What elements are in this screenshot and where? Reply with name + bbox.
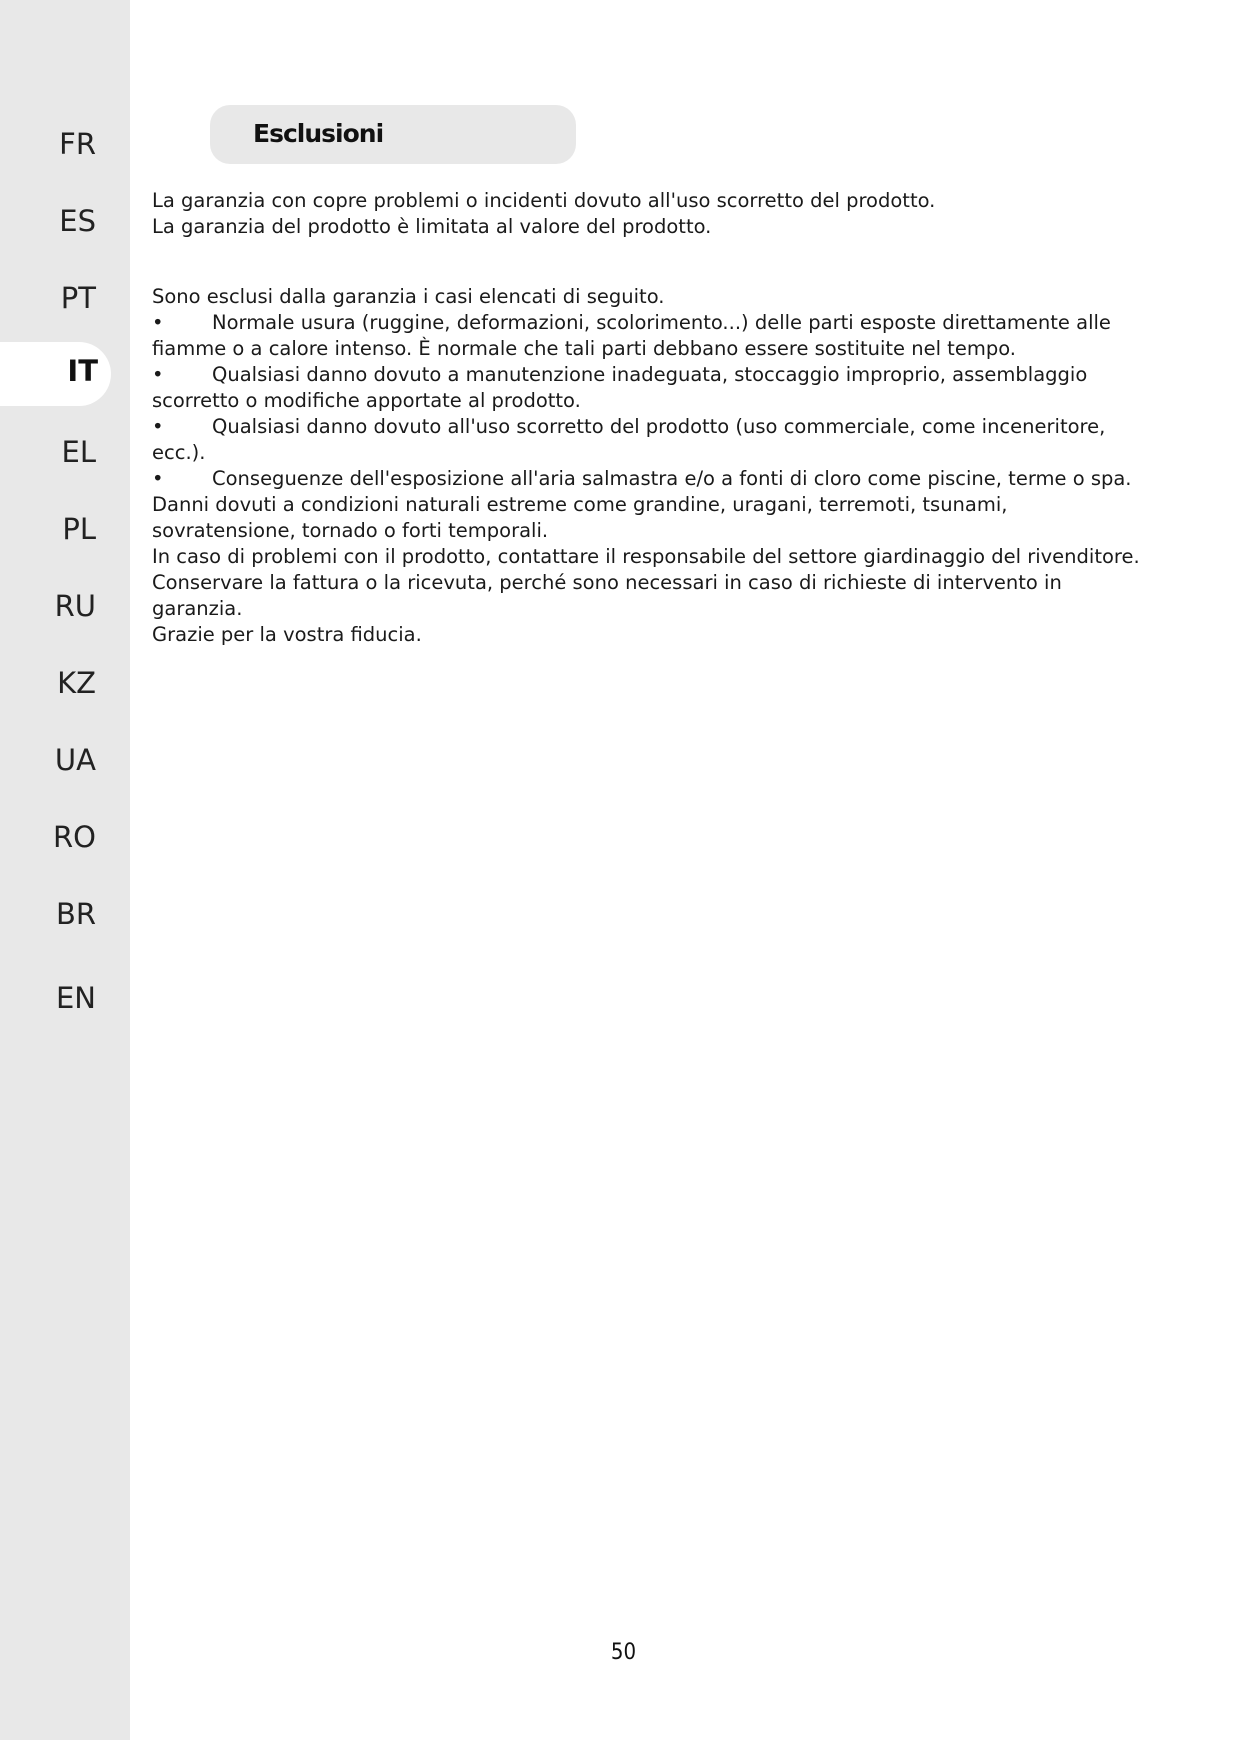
- lang-tab-el[interactable]: EL: [61, 435, 96, 469]
- contact-text: In caso di problemi con il prodotto, contattare il responsabile del settore giardinaggio del rivenditore.: [152, 545, 1140, 568]
- section-title: Esclusioni: [253, 119, 384, 148]
- lang-tab-br[interactable]: BR: [55, 897, 96, 931]
- lang-tab-fr[interactable]: FR: [59, 127, 96, 161]
- lang-tab-pt[interactable]: PT: [60, 281, 96, 315]
- exclusion-text-1: Normale usura (ruggine, deformazioni, scolorimento...) delle parti esposte direttamente alle fiamme o a calore intenso. È normale che tali parti debbano essere sostituite nel tempo.: [152, 311, 1111, 360]
- paragraph-gap: [152, 240, 1142, 284]
- language-sidebar: [0, 0, 130, 1740]
- lang-tab-pl[interactable]: PL: [62, 512, 96, 546]
- lang-tab-it-label: IT: [67, 354, 98, 388]
- exclusion-item-4: [152, 466, 1142, 492]
- exclusion-text-3: Qualsiasi danno dovuto all'uso scorretto del prodotto (uso commerciale, come inceneritore, ecc.).: [152, 415, 1106, 464]
- section-header: [210, 105, 576, 164]
- bullet-icon: •: [152, 311, 164, 334]
- exclusion-item-3: [152, 414, 1142, 466]
- bullet-icon: •: [152, 363, 164, 386]
- lang-tab-it-active[interactable]: [0, 342, 111, 406]
- lang-tab-ro[interactable]: RO: [53, 820, 96, 854]
- lang-tab-en[interactable]: EN: [55, 981, 96, 1015]
- exclusion-item-2: [152, 362, 1142, 414]
- exclusion-text-4: Conseguenze dell'esposizione all'aria salmastra e/o a fonti di cloro come piscine, terme o spa.: [212, 467, 1132, 490]
- exclusion-item-1: [152, 310, 1142, 362]
- warranty-exclusions-text: [152, 188, 1142, 648]
- lang-tab-kz[interactable]: KZ: [57, 666, 96, 700]
- exclusions-intro: Sono esclusi dalla garanzia i casi elencati di seguito.: [152, 285, 665, 308]
- natural-damage-text: Danni dovuti a condizioni naturali estreme come grandine, uragani, terremoti, tsunami, sovratensione, tornado o forti temporali.: [152, 493, 1008, 542]
- thanks-text: Grazie per la vostra fiducia.: [152, 623, 422, 646]
- lang-tab-ua[interactable]: UA: [54, 743, 96, 777]
- intro-line-1: La garanzia con copre problemi o incidenti dovuto all'uso scorretto del prodotto.: [152, 189, 936, 212]
- lang-tab-ru[interactable]: RU: [54, 589, 96, 623]
- bullet-icon: •: [152, 415, 164, 438]
- bullet-icon: •: [152, 467, 164, 490]
- intro-line-2: La garanzia del prodotto è limitata al valore del prodotto.: [152, 215, 712, 238]
- lang-tab-es[interactable]: ES: [59, 204, 96, 238]
- page-number: 50: [610, 1640, 637, 1665]
- keep-receipt-text: Conservare la fattura o la ricevuta, perché sono necessari in caso di richieste di intervento in garanzia.: [152, 571, 1062, 620]
- exclusion-text-2: Qualsiasi danno dovuto a manutenzione inadeguata, stoccaggio improprio, assemblaggio scorretto o modifiche apportate al prodotto.: [152, 363, 1088, 412]
